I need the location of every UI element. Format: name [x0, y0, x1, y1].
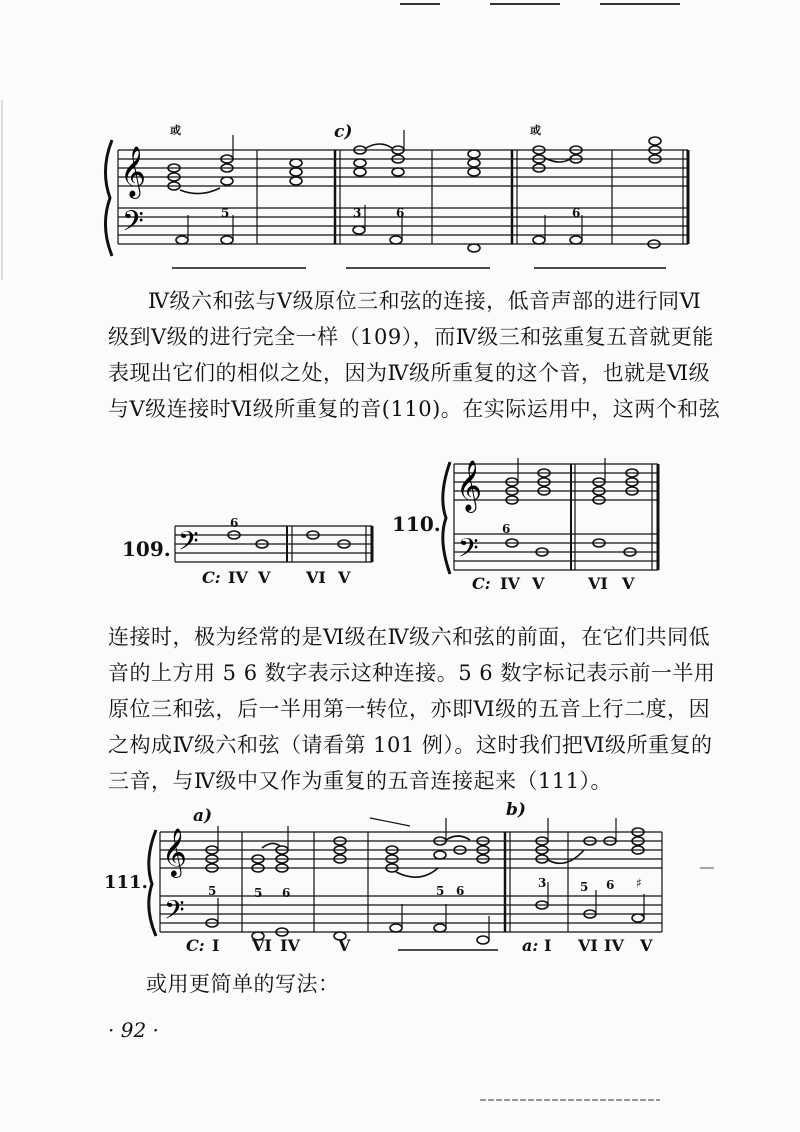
- example-111-figure: 5: [254, 886, 263, 900]
- example-111-figure: 5: [436, 884, 445, 898]
- example-111-mark-a: a): [193, 806, 213, 826]
- example-111-figure: 6: [456, 884, 465, 898]
- paragraph-2-line: 连接时，极为经常的是Ⅵ级在Ⅳ级六和弦的前面，在它们共同低: [108, 625, 711, 649]
- example-109-key: C:: [202, 568, 221, 587]
- example-109-label: 109.: [122, 537, 171, 561]
- example-111-roman-b: I: [544, 936, 552, 955]
- top-mark-or-2: 或: [530, 124, 541, 137]
- example-111: [0, 800, 800, 960]
- example-111-key-b: a:: [522, 936, 539, 955]
- example-111-roman-a: IV: [280, 936, 300, 955]
- example-109: [0, 440, 400, 600]
- example-110-label: 110.: [392, 512, 441, 536]
- example-111-roman-a: VI: [252, 936, 272, 955]
- paragraph-1-line: 表现出它们的相似之处，因为Ⅳ级所重复的这个音，也就是Ⅵ级: [108, 361, 711, 385]
- example-111-mark-b: b): [506, 800, 526, 820]
- svg-text:𝄞: 𝄞: [162, 827, 187, 876]
- paragraph-1-line: 级到Ⅴ级的进行完全一样（109），而Ⅳ级三和弦重复五音就更能: [108, 325, 714, 349]
- example-111-figure: 5: [580, 880, 589, 894]
- paragraph-2-line: 之构成Ⅳ级六和弦（请看第 101 例）。这时我们把Ⅵ级所重复的: [108, 733, 713, 757]
- paragraph-2: [108, 619, 716, 799]
- example-109-roman: IV: [228, 568, 248, 587]
- example-110-figure: 6: [502, 522, 511, 536]
- top-figure-6a: 6: [396, 206, 405, 220]
- example-111-key-a: C:: [186, 936, 205, 955]
- example-111-label: 111.: [104, 872, 148, 893]
- bottom-scan-line: [0, 1090, 800, 1110]
- example-110-roman: VI: [588, 574, 608, 593]
- example-111-figure: 6: [282, 886, 291, 900]
- example-111-figure: ♯: [636, 876, 642, 890]
- example-110: [390, 440, 690, 600]
- closing-line: 或用更简单的写法：: [146, 972, 340, 996]
- example-111-figure: 6: [606, 878, 615, 892]
- example-109-figure: 6: [230, 516, 239, 530]
- top-figure-3: 3: [353, 206, 362, 220]
- page-number: · 92 ·: [108, 1018, 159, 1042]
- example-111-figure: 5: [208, 884, 217, 898]
- example-111-roman-b: IV: [604, 936, 624, 955]
- paragraph-2-line: 音的上方用 5 6 数字表示这种连接。5 6 数字标记表示前一半用: [108, 661, 716, 685]
- example-111-roman-b: V: [640, 936, 653, 955]
- example-110-key: C:: [472, 574, 491, 593]
- top-mark-or-1: 或: [170, 124, 181, 137]
- paragraph-1-line: 与Ⅴ级连接时Ⅵ级所重复的音(110)。在实际运用中，这两个和弦: [108, 397, 721, 421]
- top-figure-6b: 6: [572, 206, 581, 220]
- paragraph-2-line: 原位三和弦，后一半用第一转位，亦即Ⅵ级的五音上行二度，因: [108, 697, 711, 721]
- example-111-roman-a: V: [338, 936, 351, 955]
- example-109-roman: VI: [306, 568, 326, 587]
- example-110-roman: IV: [500, 574, 520, 593]
- svg-text:𝄞: 𝄞: [120, 146, 147, 197]
- svg-text:𝄢: 𝄢: [164, 894, 185, 932]
- example-111-score: [0, 800, 800, 960]
- example-111-roman-a: I: [212, 936, 220, 955]
- example-top: [0, 0, 800, 280]
- svg-text:𝄢: 𝄢: [122, 205, 144, 245]
- paragraph-1: [108, 283, 721, 427]
- svg-text:𝄢: 𝄢: [458, 532, 479, 570]
- svg-text:𝄢: 𝄢: [178, 525, 199, 563]
- top-figure-5: 5: [221, 206, 230, 220]
- example-111-roman-b: VI: [578, 936, 598, 955]
- example-110-roman: V: [622, 574, 635, 593]
- example-111-figure: 3: [538, 876, 547, 890]
- svg-text:𝄞: 𝄞: [456, 460, 483, 511]
- paragraph-2-line: 三音，与Ⅳ级中又作为重复的五音连接起来（111）。: [108, 769, 613, 793]
- example-109-roman: V: [338, 568, 351, 587]
- top-mark-c: c): [334, 122, 353, 142]
- example-top-score: [0, 0, 800, 280]
- example-109-roman: V: [258, 568, 271, 587]
- paragraph-1-line: Ⅳ级六和弦与Ⅴ级原位三和弦的连接，低音声部的进行同Ⅵ: [148, 289, 702, 313]
- example-110-roman: V: [532, 574, 545, 593]
